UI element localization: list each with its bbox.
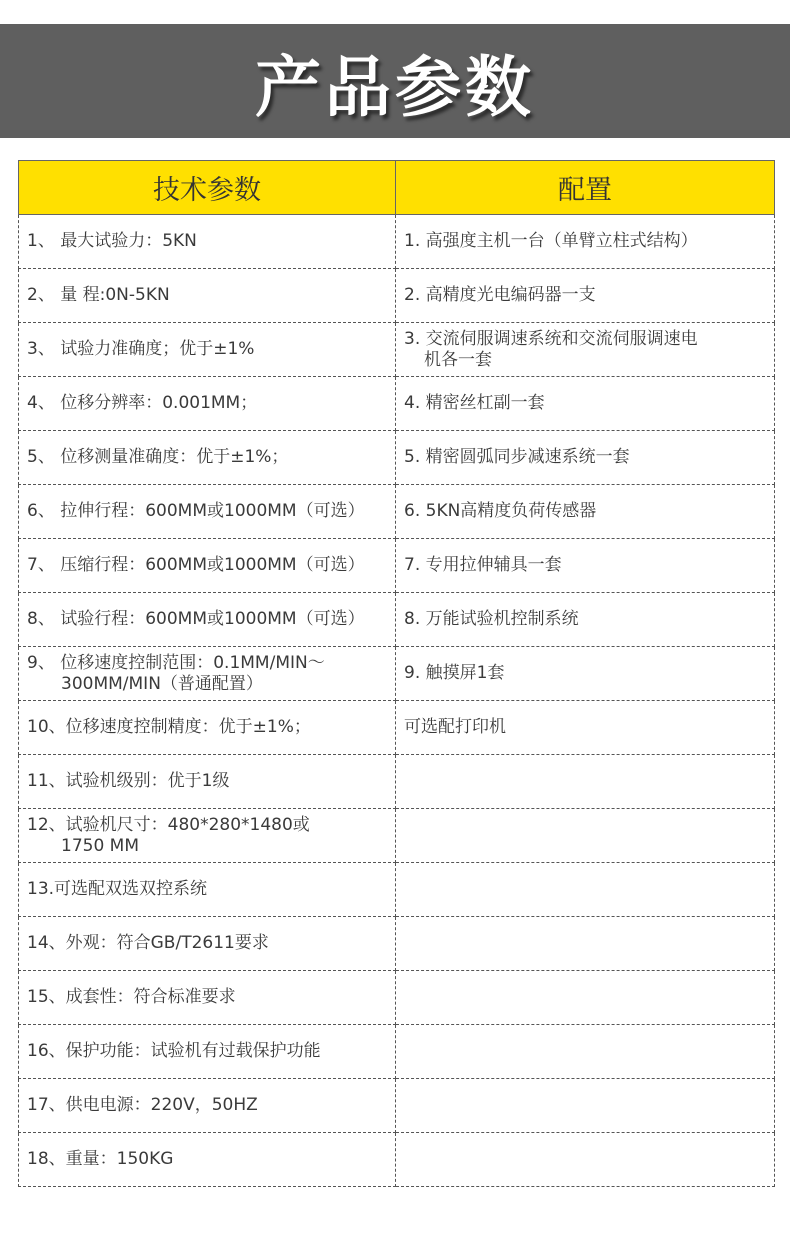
spec-cell: 8、 试验行程：600MM或1000MM（可选） — [19, 593, 396, 647]
config-line: 3. 交流伺服调速系统和交流伺服调速电 — [404, 328, 698, 349]
spec-cell: 5、 位移测量准确度：优于±1%； — [19, 431, 396, 485]
config-cell: 9. 触摸屏1套 — [396, 647, 775, 701]
config-line: 机各一套 — [424, 349, 492, 370]
title-banner — [0, 24, 790, 138]
spec-cell: 3、 试验力准确度；优于±1% — [19, 323, 396, 377]
table-row — [19, 593, 775, 647]
spec-line: 1750 MM — [61, 835, 140, 856]
spec-cell — [19, 809, 396, 863]
spec-cell: 1、 最大试验力：5KN — [19, 215, 396, 269]
page-title: 产品参数 — [255, 48, 535, 126]
table-row — [19, 323, 775, 377]
spec-cell: 16、保护功能：试验机有过载保护功能 — [19, 1025, 396, 1079]
table-row — [19, 1025, 775, 1079]
config-cell: 4. 精密丝杠副一套 — [396, 377, 775, 431]
header-config: 配置 — [396, 161, 775, 215]
config-cell — [396, 1133, 775, 1187]
config-cell — [396, 917, 775, 971]
config-cell: 2. 高精度光电编码器一支 — [396, 269, 775, 323]
table-row — [19, 485, 775, 539]
spec-cell: 2、 量 程:0N-5KN — [19, 269, 396, 323]
table-row — [19, 809, 775, 863]
config-cell — [396, 971, 775, 1025]
config-cell: 1. 高强度主机一台（单臂立柱式结构） — [396, 215, 775, 269]
spec-table — [18, 160, 775, 1187]
table-row — [19, 269, 775, 323]
config-cell — [396, 863, 775, 917]
config-cell: 5. 精密圆弧同步减速系统一套 — [396, 431, 775, 485]
table-row — [19, 1079, 775, 1133]
table-row — [19, 1133, 775, 1187]
table-row — [19, 215, 775, 269]
spec-cell: 18、重量：150KG — [19, 1133, 396, 1187]
table-row — [19, 431, 775, 485]
config-cell — [396, 1079, 775, 1133]
header-specs: 技术参数 — [19, 161, 396, 215]
table-row — [19, 971, 775, 1025]
table-header-row — [19, 161, 775, 215]
spec-cell: 11、试验机级别：优于1级 — [19, 755, 396, 809]
table-row — [19, 863, 775, 917]
config-cell — [396, 323, 775, 377]
spec-cell — [19, 647, 396, 701]
spec-cell: 6、 拉伸行程：600MM或1000MM（可选） — [19, 485, 396, 539]
table-row — [19, 701, 775, 755]
table-row — [19, 539, 775, 593]
spec-cell: 7、 压缩行程：600MM或1000MM（可选） — [19, 539, 396, 593]
spec-cell: 15、成套性：符合标准要求 — [19, 971, 396, 1025]
config-cell: 8. 万能试验机控制系统 — [396, 593, 775, 647]
spec-cell: 14、外观：符合GB/T2611要求 — [19, 917, 396, 971]
table-row — [19, 377, 775, 431]
config-cell — [396, 809, 775, 863]
spec-cell: 10、位移速度控制精度：优于±1%； — [19, 701, 396, 755]
spec-cell: 17、供电电源：220V，50HZ — [19, 1079, 396, 1133]
spec-cell: 4、 位移分辨率：0.001MM； — [19, 377, 396, 431]
config-cell: 7. 专用拉伸辅具一套 — [396, 539, 775, 593]
spec-line: 9、 位移速度控制范围：0.1MM/MIN～ — [27, 652, 325, 673]
config-cell: 可选配打印机 — [396, 701, 775, 755]
spec-line: 300MM/MIN（普通配置） — [61, 673, 263, 694]
table-row — [19, 647, 775, 701]
table-row — [19, 755, 775, 809]
spec-cell: 13.可选配双选双控系统 — [19, 863, 396, 917]
config-cell — [396, 755, 775, 809]
config-cell: 6. 5KN高精度负荷传感器 — [396, 485, 775, 539]
spec-line: 12、试验机尺寸：480*280*1480或 — [27, 814, 310, 835]
table-row — [19, 917, 775, 971]
config-cell — [396, 1025, 775, 1079]
